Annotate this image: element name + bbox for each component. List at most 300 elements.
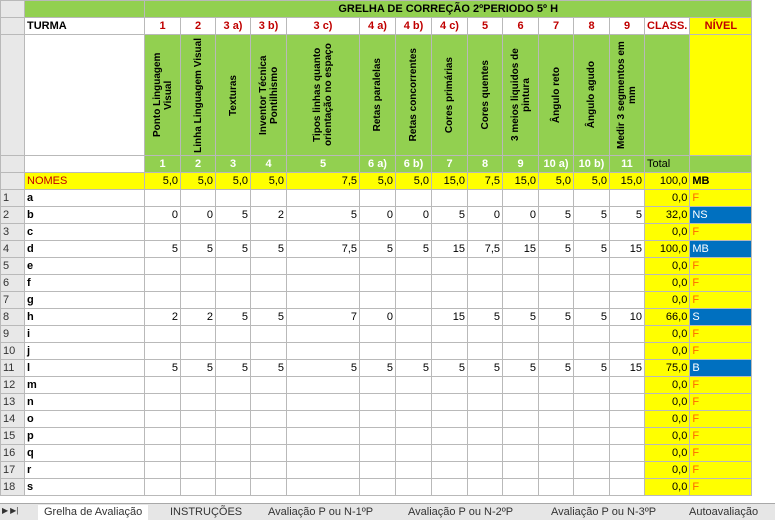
- criterion-header[interactable]: [574, 35, 610, 156]
- score-cell[interactable]: 0: [360, 207, 396, 224]
- student-name[interactable]: l: [25, 360, 145, 377]
- score-cell[interactable]: [145, 190, 181, 207]
- score-cell[interactable]: [251, 445, 287, 462]
- student-name[interactable]: e: [25, 258, 145, 275]
- criterion-header[interactable]: [432, 35, 468, 156]
- score-cell[interactable]: [216, 343, 251, 360]
- score-cell[interactable]: [468, 190, 503, 207]
- score-cell[interactable]: [360, 258, 396, 275]
- criterion-header[interactable]: [468, 35, 503, 156]
- score-cell[interactable]: 5: [251, 241, 287, 258]
- student-name[interactable]: g: [25, 292, 145, 309]
- score-cell[interactable]: 5: [216, 360, 251, 377]
- score-cell[interactable]: [468, 428, 503, 445]
- score-cell[interactable]: 5: [432, 207, 468, 224]
- nivel-cell[interactable]: F: [690, 479, 752, 496]
- score-cell[interactable]: [432, 428, 468, 445]
- score-cell[interactable]: [360, 411, 396, 428]
- score-cell[interactable]: [181, 411, 216, 428]
- score-cell[interactable]: [216, 479, 251, 496]
- score-cell[interactable]: [396, 428, 432, 445]
- score-cell[interactable]: [181, 377, 216, 394]
- criterion-header[interactable]: [610, 35, 645, 156]
- score-cell[interactable]: [145, 275, 181, 292]
- score-cell[interactable]: [539, 377, 574, 394]
- score-cell[interactable]: [539, 428, 574, 445]
- total-cell[interactable]: 0,0: [645, 343, 690, 360]
- tab-navigation[interactable]: [2, 506, 32, 519]
- score-cell[interactable]: [396, 326, 432, 343]
- cell[interactable]: [690, 156, 752, 173]
- nivel-cell[interactable]: F: [690, 411, 752, 428]
- question-number[interactable]: 6 b): [396, 156, 432, 173]
- criterion-code[interactable]: 5: [468, 18, 503, 35]
- score-cell[interactable]: [145, 224, 181, 241]
- score-cell[interactable]: [432, 411, 468, 428]
- score-cell[interactable]: 0: [396, 207, 432, 224]
- nivel-cell[interactable]: B: [690, 360, 752, 377]
- score-cell[interactable]: [216, 224, 251, 241]
- nivel-cell[interactable]: F: [690, 445, 752, 462]
- score-cell[interactable]: [287, 190, 360, 207]
- cell[interactable]: [25, 156, 145, 173]
- total-label[interactable]: Total: [645, 156, 690, 173]
- student-name[interactable]: i: [25, 326, 145, 343]
- score-cell[interactable]: [503, 428, 539, 445]
- score-cell[interactable]: [216, 445, 251, 462]
- nivel-cell[interactable]: F: [690, 428, 752, 445]
- nivel-cell[interactable]: F: [690, 326, 752, 343]
- score-cell[interactable]: 0: [468, 207, 503, 224]
- score-cell[interactable]: [574, 394, 610, 411]
- score-cell[interactable]: [539, 326, 574, 343]
- score-cell[interactable]: 15: [610, 360, 645, 377]
- score-cell[interactable]: 5: [432, 360, 468, 377]
- score-cell[interactable]: 0: [360, 309, 396, 326]
- score-cell[interactable]: 5: [216, 309, 251, 326]
- score-cell[interactable]: 0: [503, 207, 539, 224]
- total-cell[interactable]: 0,0: [645, 462, 690, 479]
- cell[interactable]: [25, 1, 145, 18]
- score-cell[interactable]: [539, 394, 574, 411]
- score-cell[interactable]: [360, 292, 396, 309]
- score-cell[interactable]: [360, 326, 396, 343]
- score-cell[interactable]: 7: [287, 309, 360, 326]
- score-cell[interactable]: [539, 258, 574, 275]
- score-cell[interactable]: 5: [610, 207, 645, 224]
- total-cell[interactable]: 0,0: [645, 258, 690, 275]
- score-cell[interactable]: [574, 275, 610, 292]
- score-cell[interactable]: [539, 445, 574, 462]
- total-cell[interactable]: 0,0: [645, 428, 690, 445]
- score-cell[interactable]: [468, 258, 503, 275]
- score-cell[interactable]: [574, 445, 610, 462]
- score-cell[interactable]: [539, 343, 574, 360]
- names-label[interactable]: NOMES: [25, 173, 145, 190]
- score-cell[interactable]: [287, 377, 360, 394]
- max-score[interactable]: 5,0: [360, 173, 396, 190]
- score-cell[interactable]: 5: [539, 360, 574, 377]
- criterion-code[interactable]: 2: [181, 18, 216, 35]
- nivel-cell[interactable]: F: [690, 394, 752, 411]
- score-cell[interactable]: [503, 394, 539, 411]
- score-cell[interactable]: [396, 224, 432, 241]
- cell[interactable]: [25, 35, 145, 156]
- total-cell[interactable]: 0,0: [645, 445, 690, 462]
- score-cell[interactable]: [216, 258, 251, 275]
- score-cell[interactable]: [539, 411, 574, 428]
- score-cell[interactable]: [610, 326, 645, 343]
- max-score[interactable]: 7,5: [468, 173, 503, 190]
- score-cell[interactable]: [503, 462, 539, 479]
- score-cell[interactable]: [432, 479, 468, 496]
- question-number[interactable]: 9: [503, 156, 539, 173]
- score-cell[interactable]: [468, 445, 503, 462]
- score-cell[interactable]: [432, 394, 468, 411]
- total-cell[interactable]: 0,0: [645, 190, 690, 207]
- nivel-cell[interactable]: F: [690, 258, 752, 275]
- total-cell[interactable]: 0,0: [645, 479, 690, 496]
- score-cell[interactable]: 5: [181, 360, 216, 377]
- score-cell[interactable]: [396, 258, 432, 275]
- score-cell[interactable]: [574, 411, 610, 428]
- criterion-header[interactable]: [216, 35, 251, 156]
- score-cell[interactable]: [396, 292, 432, 309]
- score-cell[interactable]: 5: [539, 207, 574, 224]
- score-cell[interactable]: [251, 394, 287, 411]
- student-name[interactable]: q: [25, 445, 145, 462]
- score-cell[interactable]: [287, 326, 360, 343]
- score-cell[interactable]: [287, 292, 360, 309]
- score-cell[interactable]: [287, 343, 360, 360]
- score-cell[interactable]: [396, 479, 432, 496]
- score-cell[interactable]: [468, 479, 503, 496]
- score-cell[interactable]: [610, 394, 645, 411]
- score-cell[interactable]: [503, 377, 539, 394]
- criterion-header[interactable]: [251, 35, 287, 156]
- score-cell[interactable]: [610, 292, 645, 309]
- total-cell[interactable]: 66,0: [645, 309, 690, 326]
- score-cell[interactable]: 0: [181, 207, 216, 224]
- score-cell[interactable]: [396, 309, 432, 326]
- score-cell[interactable]: [181, 275, 216, 292]
- score-cell[interactable]: [181, 445, 216, 462]
- score-cell[interactable]: [574, 428, 610, 445]
- score-cell[interactable]: 5: [539, 309, 574, 326]
- student-name[interactable]: h: [25, 309, 145, 326]
- nivel-cell[interactable]: F: [690, 292, 752, 309]
- score-cell[interactable]: [539, 224, 574, 241]
- score-cell[interactable]: [610, 445, 645, 462]
- score-cell[interactable]: [574, 377, 610, 394]
- score-cell[interactable]: [539, 190, 574, 207]
- max-score[interactable]: 5,0: [396, 173, 432, 190]
- score-cell[interactable]: [468, 462, 503, 479]
- criterion-code[interactable]: 4 c): [432, 18, 468, 35]
- score-cell[interactable]: [251, 479, 287, 496]
- total-cell[interactable]: 0,0: [645, 377, 690, 394]
- criterion-code[interactable]: 3 c): [287, 18, 360, 35]
- max-score[interactable]: 5,0: [574, 173, 610, 190]
- total-cell[interactable]: 0,0: [645, 275, 690, 292]
- criterion-header[interactable]: [145, 35, 181, 156]
- score-cell[interactable]: 5: [574, 241, 610, 258]
- score-cell[interactable]: [432, 326, 468, 343]
- score-cell[interactable]: [287, 394, 360, 411]
- score-cell[interactable]: [181, 224, 216, 241]
- score-cell[interactable]: [287, 275, 360, 292]
- score-cell[interactable]: [539, 275, 574, 292]
- score-cell[interactable]: [610, 224, 645, 241]
- nivel-label[interactable]: NÍVEL: [690, 18, 752, 35]
- score-cell[interactable]: 5: [574, 207, 610, 224]
- score-cell[interactable]: [216, 377, 251, 394]
- score-cell[interactable]: [432, 445, 468, 462]
- total-cell[interactable]: 0,0: [645, 394, 690, 411]
- score-cell[interactable]: [610, 275, 645, 292]
- score-cell[interactable]: [360, 462, 396, 479]
- sheet-tab[interactable]: Grelha de Avaliação: [38, 505, 148, 520]
- student-name[interactable]: m: [25, 377, 145, 394]
- score-cell[interactable]: [360, 275, 396, 292]
- student-name[interactable]: n: [25, 394, 145, 411]
- score-cell[interactable]: [145, 326, 181, 343]
- score-cell[interactable]: 10: [610, 309, 645, 326]
- score-cell[interactable]: [181, 428, 216, 445]
- score-cell[interactable]: [360, 428, 396, 445]
- score-cell[interactable]: [181, 479, 216, 496]
- question-number[interactable]: 5: [287, 156, 360, 173]
- score-cell[interactable]: [574, 190, 610, 207]
- score-cell[interactable]: [503, 258, 539, 275]
- total-cell[interactable]: 32,0: [645, 207, 690, 224]
- first-sheet-icon[interactable]: ▶: [2, 506, 9, 515]
- score-cell[interactable]: [396, 343, 432, 360]
- score-cell[interactable]: [503, 326, 539, 343]
- criterion-header[interactable]: [396, 35, 432, 156]
- score-cell[interactable]: [145, 428, 181, 445]
- score-cell[interactable]: [574, 479, 610, 496]
- score-cell[interactable]: [287, 479, 360, 496]
- criterion-header[interactable]: [287, 35, 360, 156]
- score-cell[interactable]: [216, 292, 251, 309]
- score-cell[interactable]: [145, 258, 181, 275]
- score-cell[interactable]: [396, 394, 432, 411]
- question-number[interactable]: 2: [181, 156, 216, 173]
- score-cell[interactable]: [145, 377, 181, 394]
- score-cell[interactable]: [396, 462, 432, 479]
- score-cell[interactable]: [503, 275, 539, 292]
- score-cell[interactable]: [287, 445, 360, 462]
- criterion-code[interactable]: 3 b): [251, 18, 287, 35]
- score-cell[interactable]: [360, 394, 396, 411]
- sheet-title[interactable]: GRELHA DE CORREÇÃO 2ºPERIODO 5º H: [145, 1, 752, 18]
- criterion-code[interactable]: 6: [503, 18, 539, 35]
- score-cell[interactable]: [251, 190, 287, 207]
- criterion-code[interactable]: 9: [610, 18, 645, 35]
- score-cell[interactable]: [468, 224, 503, 241]
- score-cell[interactable]: [539, 462, 574, 479]
- question-number[interactable]: 6 a): [360, 156, 396, 173]
- score-cell[interactable]: [181, 258, 216, 275]
- criterion-code[interactable]: 4 b): [396, 18, 432, 35]
- total-cell[interactable]: 100,0: [645, 241, 690, 258]
- score-cell[interactable]: [432, 377, 468, 394]
- score-cell[interactable]: [468, 394, 503, 411]
- score-cell[interactable]: [251, 411, 287, 428]
- score-cell[interactable]: [181, 326, 216, 343]
- score-cell[interactable]: 2: [181, 309, 216, 326]
- sheet-tab[interactable]: Avaliação P ou N-2ºP: [408, 506, 514, 518]
- score-cell[interactable]: [251, 343, 287, 360]
- student-name[interactable]: f: [25, 275, 145, 292]
- score-cell[interactable]: 5: [216, 241, 251, 258]
- score-cell[interactable]: [610, 411, 645, 428]
- nivel-cell[interactable]: F: [690, 275, 752, 292]
- score-cell[interactable]: [503, 411, 539, 428]
- score-cell[interactable]: [181, 343, 216, 360]
- score-cell[interactable]: [610, 258, 645, 275]
- criterion-header[interactable]: [503, 35, 539, 156]
- score-cell[interactable]: 5: [396, 241, 432, 258]
- score-cell[interactable]: [432, 462, 468, 479]
- score-cell[interactable]: [610, 377, 645, 394]
- score-cell[interactable]: 5: [287, 360, 360, 377]
- score-cell[interactable]: [216, 428, 251, 445]
- criterion-code[interactable]: 3 a): [216, 18, 251, 35]
- score-cell[interactable]: [251, 275, 287, 292]
- max-score[interactable]: 7,5: [287, 173, 360, 190]
- criterion-header[interactable]: [360, 35, 396, 156]
- score-cell[interactable]: 5: [251, 360, 287, 377]
- sheet-tab[interactable]: Autoavaliação: [689, 506, 759, 518]
- question-number[interactable]: 3: [216, 156, 251, 173]
- student-name[interactable]: c: [25, 224, 145, 241]
- question-number[interactable]: 7: [432, 156, 468, 173]
- cell[interactable]: [645, 35, 690, 156]
- score-cell[interactable]: [145, 462, 181, 479]
- score-cell[interactable]: [503, 224, 539, 241]
- max-score[interactable]: 15,0: [503, 173, 539, 190]
- total-cell[interactable]: 0,0: [645, 224, 690, 241]
- nivel-cell[interactable]: F: [690, 377, 752, 394]
- score-cell[interactable]: 5: [181, 241, 216, 258]
- score-cell[interactable]: [503, 343, 539, 360]
- score-cell[interactable]: [539, 479, 574, 496]
- criterion-header[interactable]: [181, 35, 216, 156]
- question-number[interactable]: 1: [145, 156, 181, 173]
- score-cell[interactable]: [251, 326, 287, 343]
- nivel-cell[interactable]: F: [690, 224, 752, 241]
- score-cell[interactable]: 5: [574, 309, 610, 326]
- max-score[interactable]: 5,0: [181, 173, 216, 190]
- score-cell[interactable]: [574, 224, 610, 241]
- score-cell[interactable]: [251, 462, 287, 479]
- nivel-cell[interactable]: NS: [690, 207, 752, 224]
- score-cell[interactable]: 0: [145, 207, 181, 224]
- score-cell[interactable]: [145, 394, 181, 411]
- score-cell[interactable]: [574, 258, 610, 275]
- score-cell[interactable]: [468, 326, 503, 343]
- student-name[interactable]: b: [25, 207, 145, 224]
- next-sheet-icon[interactable]: ▶|: [10, 506, 19, 515]
- score-cell[interactable]: [574, 462, 610, 479]
- criterion-code[interactable]: 8: [574, 18, 610, 35]
- score-cell[interactable]: 7,5: [287, 241, 360, 258]
- score-cell[interactable]: 15: [432, 241, 468, 258]
- score-cell[interactable]: [610, 343, 645, 360]
- score-cell[interactable]: [360, 479, 396, 496]
- total-cell[interactable]: 0,0: [645, 326, 690, 343]
- score-cell[interactable]: [432, 224, 468, 241]
- score-cell[interactable]: [287, 462, 360, 479]
- student-name[interactable]: r: [25, 462, 145, 479]
- score-cell[interactable]: [181, 292, 216, 309]
- score-cell[interactable]: [432, 275, 468, 292]
- score-cell[interactable]: 5: [574, 360, 610, 377]
- score-cell[interactable]: [610, 190, 645, 207]
- score-cell[interactable]: [432, 190, 468, 207]
- score-cell[interactable]: [360, 224, 396, 241]
- score-cell[interactable]: [181, 190, 216, 207]
- score-cell[interactable]: 2: [145, 309, 181, 326]
- score-cell[interactable]: [181, 462, 216, 479]
- student-name[interactable]: a: [25, 190, 145, 207]
- sheet-tab[interactable]: Avaliação P ou N-1ºP: [268, 506, 374, 518]
- score-cell[interactable]: [145, 479, 181, 496]
- max-nivel[interactable]: MB: [690, 173, 752, 190]
- nivel-cell[interactable]: F: [690, 343, 752, 360]
- score-cell[interactable]: [574, 326, 610, 343]
- score-cell[interactable]: 5: [287, 207, 360, 224]
- score-cell[interactable]: 5: [468, 309, 503, 326]
- max-score[interactable]: 15,0: [432, 173, 468, 190]
- score-cell[interactable]: [216, 462, 251, 479]
- score-cell[interactable]: [181, 394, 216, 411]
- score-cell[interactable]: 15: [503, 241, 539, 258]
- score-cell[interactable]: [503, 190, 539, 207]
- score-cell[interactable]: 15: [432, 309, 468, 326]
- score-cell[interactable]: [145, 445, 181, 462]
- nivel-cell[interactable]: F: [690, 462, 752, 479]
- score-cell[interactable]: [610, 428, 645, 445]
- question-number[interactable]: 8: [468, 156, 503, 173]
- nivel-cell[interactable]: MB: [690, 241, 752, 258]
- score-cell[interactable]: 5: [145, 241, 181, 258]
- score-cell[interactable]: [216, 326, 251, 343]
- score-cell[interactable]: [574, 292, 610, 309]
- score-cell[interactable]: [287, 224, 360, 241]
- sheet-tab[interactable]: INSTRUÇÕES: [170, 506, 243, 518]
- score-cell[interactable]: [432, 343, 468, 360]
- score-cell[interactable]: [145, 411, 181, 428]
- max-score[interactable]: 15,0: [610, 173, 645, 190]
- score-cell[interactable]: [468, 275, 503, 292]
- score-cell[interactable]: 5: [503, 309, 539, 326]
- score-cell[interactable]: [360, 190, 396, 207]
- class-label[interactable]: CLASS.: [645, 18, 690, 35]
- score-cell[interactable]: [574, 343, 610, 360]
- score-cell[interactable]: 5: [396, 360, 432, 377]
- score-cell[interactable]: [468, 411, 503, 428]
- score-cell[interactable]: 5: [251, 309, 287, 326]
- score-cell[interactable]: [396, 377, 432, 394]
- max-score[interactable]: 5,0: [216, 173, 251, 190]
- score-cell[interactable]: [503, 445, 539, 462]
- criterion-code[interactable]: 4 a): [360, 18, 396, 35]
- score-cell[interactable]: [251, 377, 287, 394]
- criterion-code[interactable]: 1: [145, 18, 181, 35]
